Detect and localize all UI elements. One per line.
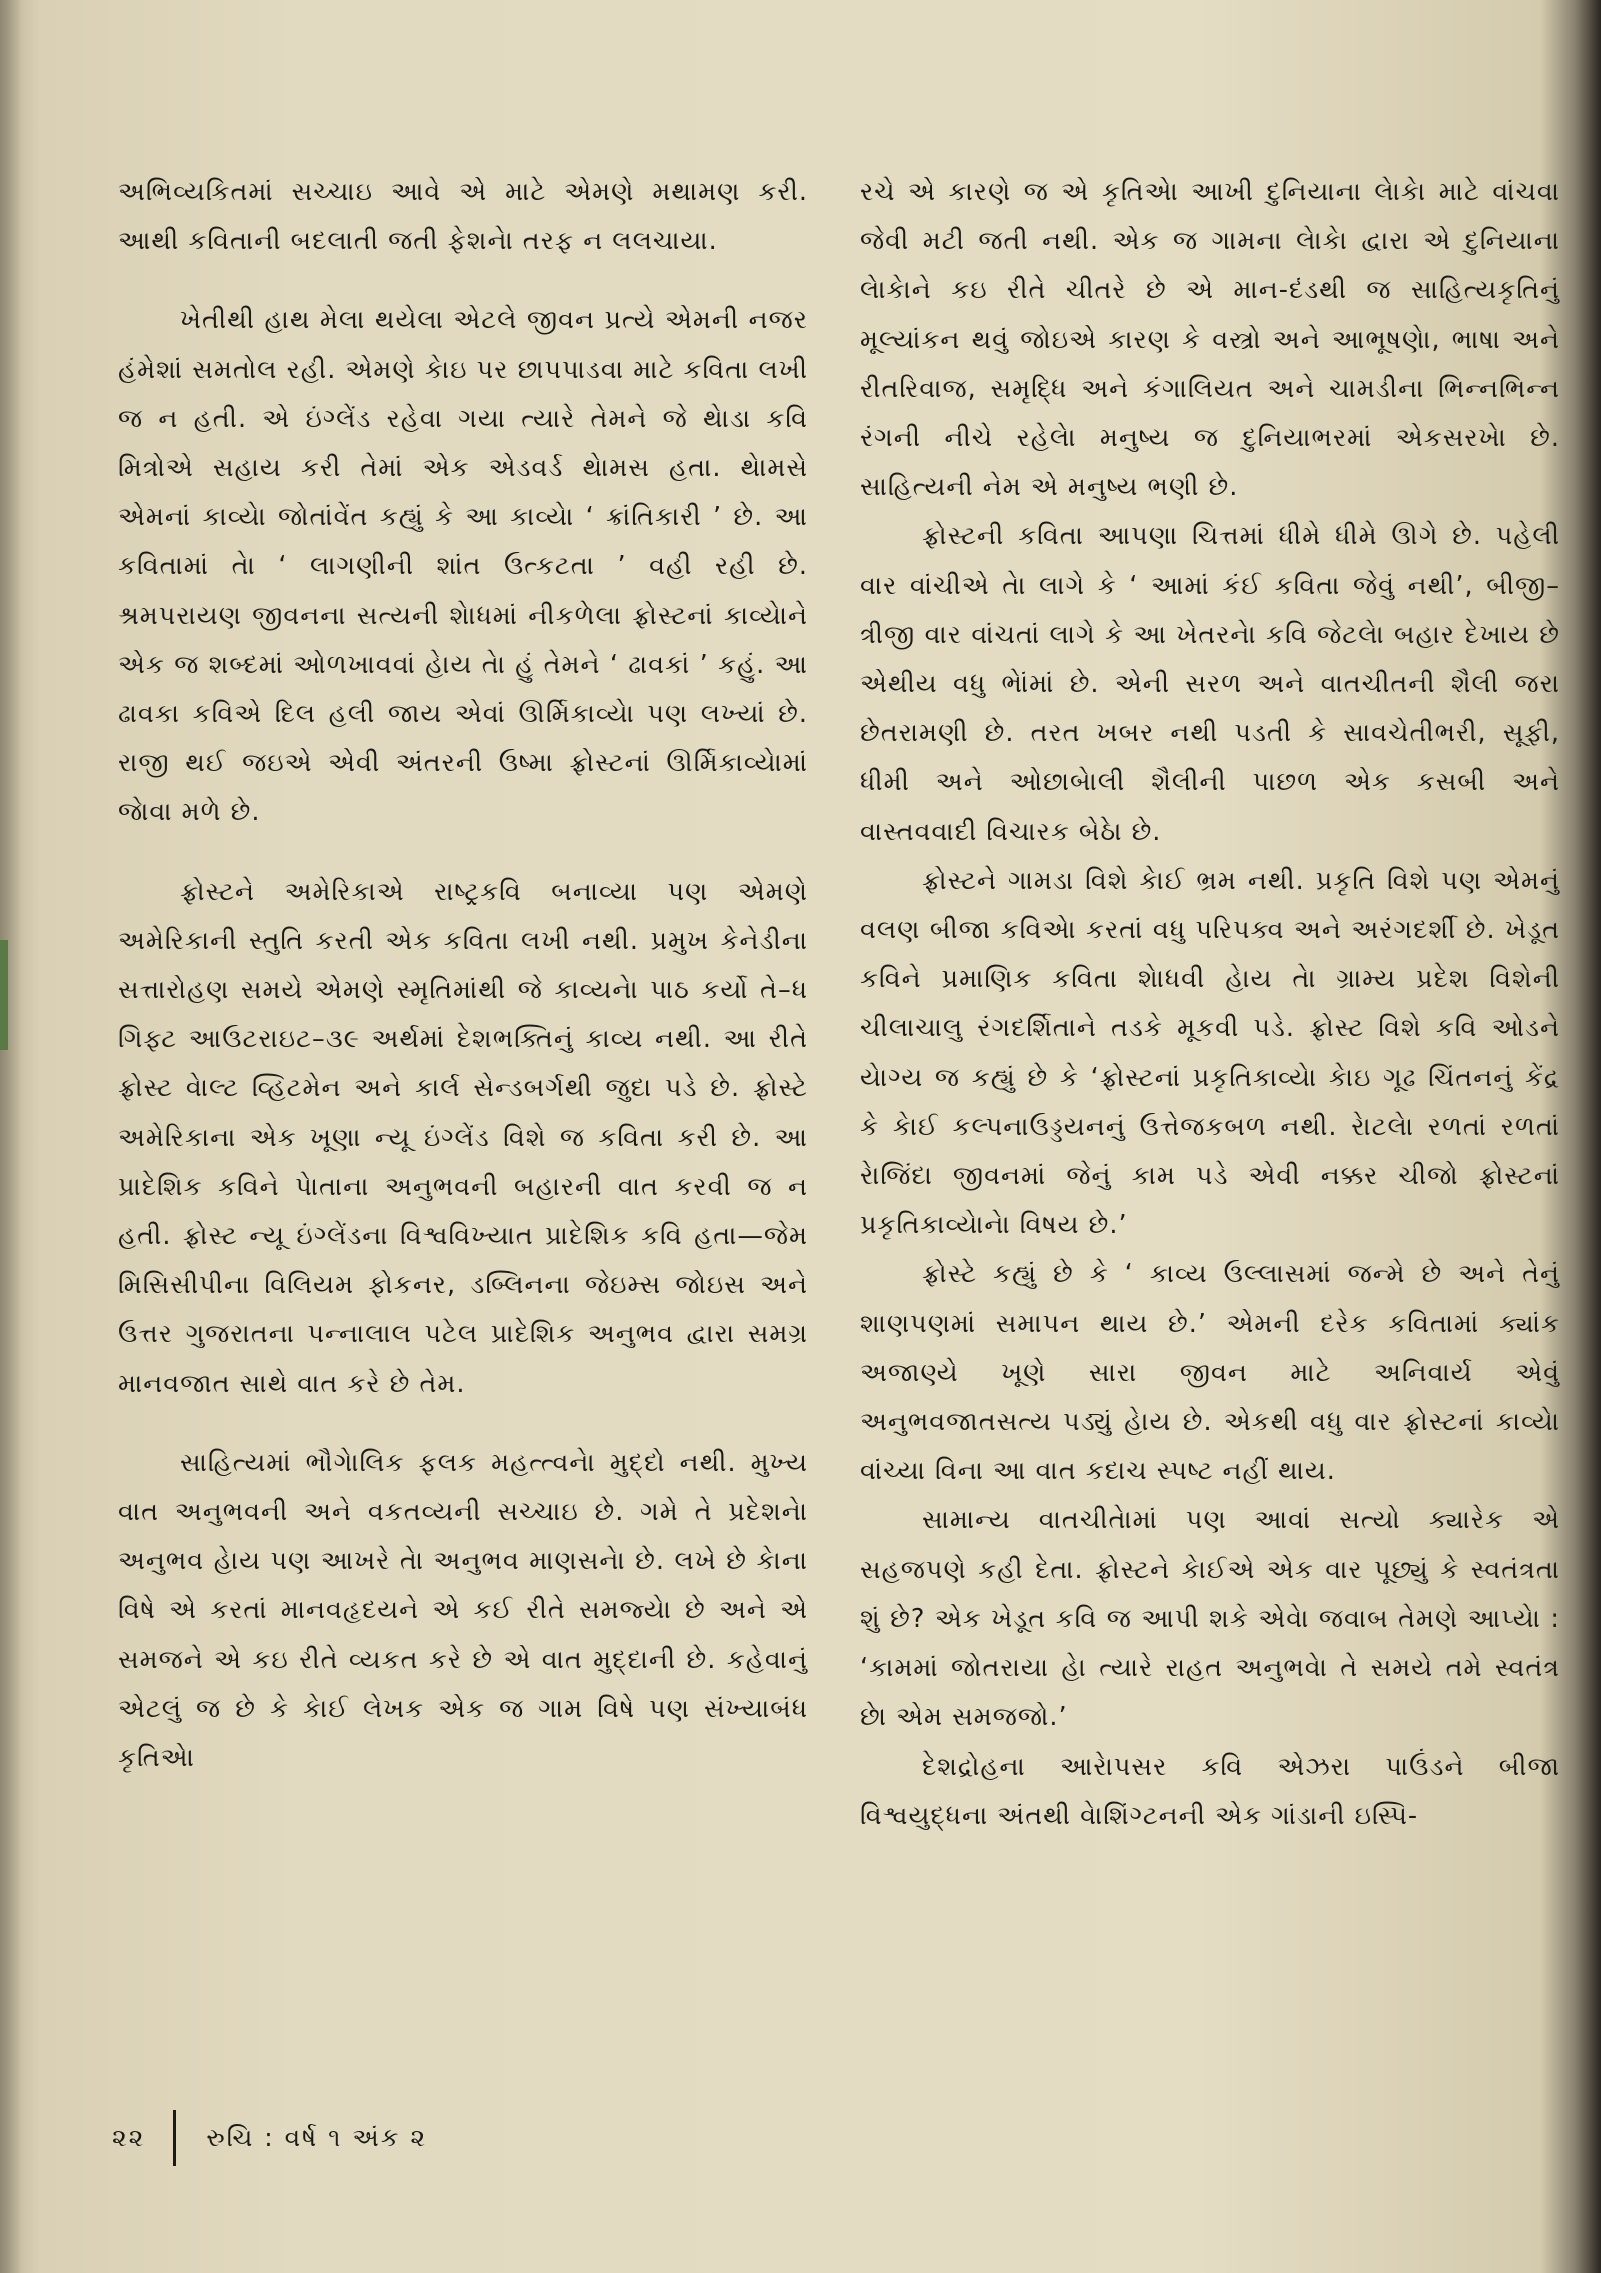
right-paragraph-5: સામાન્ય વાતચીતેામાં પણ આવાં સત્યો ક્યારેક એ સહજપણે કહી દેતા. ફ્રોસ્ટને કેાઈએ એક વાર પૂછ્યું કે સ્વતંત્રતા શું છે? એક ખેડૂત કવિ જ આપી શકે એવેા જવાબ તેમણે આપ્યેા : ‘કામમાં જોતરાયા હેા ત્યારે રાહત અનુભવેા તે સમયે તમે સ્વતંત્ર છેા એમ સમજજો.’: [860, 1505, 1560, 1733]
issue-info: રુચિ : વર્ષ ૧ અંક ૨: [206, 2123, 427, 2152]
left-paragraph-3: ફ્રોસ્ટને અમેરિકાએ રાષ્ટ્રકવિ બનાવ્યા પણ એમણે અમેરિકાની સ્તુતિ કરતી એક કવિતા લખી નથી. પ્રમુખ કેનેડીના સત્તારોહણ સમયે એમણે સ્મૃતિમાંથી જે કાવ્યનેા પાઠ કર્યો તે–ધ ગિફ્ટ આઉટરાઇટ–૩૯ અર્થમાં દેશભક્તિનું કાવ્ય નથી. આ રીતે ફ્રોસ્ટ વેાલ્ટ વ્હિટમેન અને કાર્લ સેન્ડબર્ગથી જુદા પડે છે. ફ્રોસ્ટે અમેરિકાના એક ખૂણા ન્યૂ ઇંગ્લેંડ વિશે જ કવિતા કરી છે. આ પ્રાદેશિક કવિને પેાતાના અનુભવની બહારની વાત કરવી જ ન હતી. ફ્રોસ્ટ ન્યૂ ઇંગ્લેંડના વિશ્વવિખ્યાત પ્રાદેશિક કવિ હતા—જેમ મિસિસીપીના વિલિયમ ફોકનર, ડબ્લિનના જેઇમ્સ જોઇસ અને ઉત્તર ગુજરાતના પન્નાલાલ પટેલ પ્રાદેશિક અનુભવ દ્વારા સમગ્ર માનવજાત સાથે વાત કરે છે તેમ.: [118, 876, 808, 1399]
footer-divider: [173, 2110, 176, 2166]
page-edge-mark: [0, 940, 8, 1050]
page-footer: [112, 2108, 427, 2168]
left-paragraph-4: સાહિત્યમાં ભૌગેાલિક ફલક મહત્ત્વનેા મુદ્દો નથી. મુખ્ય વાત અનુભવની અને વકતવ્યની સચ્ચાઇ છે. ગમે તે પ્રદેશનેા અનુભવ હેાય પણ આખરે તેા અનુભવ માણસનેા છે. લખે છે કેાના વિષે એ કરતાં માનવહૃદયને એ કઈ રીતે સમજ્યેા છે અને એ સમજને એ કઇ રીતે વ્યકત કરે છે એ વાત મુદ્દાની છે. કહેવાનું એટલું જ છે કે કેાઈ લેખક એક જ ગામ વિષે પણ સંખ્યાબંધ કૃતિએા: [118, 1447, 808, 1774]
right-paragraph-4: ફ્રોસ્ટે કહ્યું છે કે ‘ કાવ્ય ઉલ્લાસમાં જન્મે છે અને તેનું શાણપણમાં સમાપન થાય છે.’ એમની દરેક કવિતામાં ક્યાંક અજાણ્યે ખૂણે સારા જીવન માટે અનિવાર્ય એવું અનુભવજાતસત્ય પડ્યું હેાય છે. એકથી વધુ વાર ફ્રોસ્ટનાં કાવ્યેા વાંચ્યા વિના આ વાત કદાચ સ્પષ્ટ નહીં થાય.: [860, 1259, 1560, 1487]
binding-shadow: [0, 0, 22, 2273]
left-column: [118, 168, 808, 1783]
right-column: [860, 168, 1560, 1841]
right-paragraph-3: ફ્રોસ્ટને ગામડા વિશે કેાઈ ભ્રમ નથી. પ્રકૃતિ વિશે પણ એમનું વલણ બીજા કવિએા કરતાં વધુ પરિપક્વ અને અરંગદર્શી છે. ખેડૂત કવિને પ્રમાણિક કવિતા શેાધવી હેાય તેા ગ્રામ્ય પ્રદેશ વિશેની ચીલાચાલુ રંગદર્શિતાને તડકે મૂકવી પડે. ફ્રોસ્ટ વિશે કવિ ઓડને યેાગ્ય જ કહ્યું છે કે ‘ફ્રોસ્ટનાં પ્રકૃતિકાવ્યેા કેાઇ ગૂઢ ચિંતનનું કેંદ્ર કે કેાઈ કલ્પનાઉડ્ડયનનું ઉત્તેજકબળ નથી. રેાટલેા રળતાં રળતાં રેાજિંદા જીવનમાં જેનું કામ પડે એવી નક્કર ચીજો ફ્રોસ્ટનાં પ્રકૃતિકાવ્યેાનેા વિષય છે.’: [860, 865, 1560, 1241]
page-number: ૨૨: [112, 2123, 146, 2152]
left-paragraph-2: ખેતીથી હાથ મેલા થયેલા એટલે જીવન પ્રત્યે એમની નજર હંમેશાં સમતોલ રહી. એમણે કાેઇ પર છાપપાડવા માટે કવિતા લખી જ ન હતી. એ ઇંગ્લેંડ રહેવા ગયા ત્યારે તેમને જે થેાડા કવિ મિત્રોએ સહાય કરી તેમાં એક એડવર્ડ થેામસ હતા. થેામસે એમનાં કાવ્યેા જોતાંવેંત કહ્યું કે આ કાવ્યેા ‘ ક્રાંતિકારી ’ છે. આ કવિતામાં તેા ‘ લાગણીની શાંત ઉત્કટતા ’ વહી રહી છે. શ્રમપરાયણ જીવનના સત્યની શેાધમાં નીકળેલા ફ્રોસ્ટનાં કાવ્યેાને એક જ શબ્દમાં ઓળખાવવાં હેાય તેા હું તેમને ‘ ઢાવકાં ’ કહું. આ ઢાવકા કવિએ દિલ હલી જાય એવાં ઊર્મિકાવ્યેા પણ લખ્યાં છે. રાજી થઈ જઇએ એવી અંતરની ઉષ્મા ફ્રોસ્ટનાં ઊર્મિકાવ્યેામાં જેાવા મળે છે.: [118, 305, 808, 828]
right-paragraph-1: રચે એ કારણે જ એ કૃતિએા આખી દુનિયાના લેાકેા માટે વાંચવા જેવી મટી જતી નથી. એક જ ગામના લેાકેા દ્વારા એ દુનિયાના લેાકેાને કઇ રીતે ચીતરે છે એ માન-દંડથી જ સાહિત્યકૃતિનું મૂલ્યાંકન થવું જોઇએ કારણ કે વસ્ત્રો અને આભૂષણેા, ભાષા અને રીતરિવાજ, સમૃદ્ધિ અને કંગાલિયત અને ચામડીના ભિન્નભિન્ન રંગની નીચે રહેલેા મનુષ્ય જ દુનિયાભરમાં એકસરખેા છે. સાહિત્યની નેમ એ મનુષ્ય ભણી છે.: [860, 177, 1560, 503]
right-paragraph-6: દેશદ્રોહના આરેાપસર કવિ એઝરા પાઉંડને બીજા વિશ્વયુદ્ધના અંતથી વેાશિંગ્ટનની એક ગાંડાની ઇસ્પિ-: [860, 1751, 1560, 1831]
left-paragraph-1: અભિવ્યકિતમાં સચ્ચાઇ આવે એ માટે એમણે મથામણ કરી. આથી કવિતાની બદલાતી જતી ફેશનેા તરફ ન લલચાયા.: [118, 177, 808, 257]
right-paragraph-2: ફ્રોસ્ટની કવિતા આપણા ચિત્તમાં ધીમે ધીમે ઊગે છે. પહેલી વાર વાંચીએ તેા લાગે કે ‘ આમાં કંઈ કવિતા જેવું નથી’, બીજી–ત્રીજી વાર વાંચતાં લાગે કે આ ખેતરનેા કવિ જેટલેા બહાર દેખાય છે એથીય વધુ ભેાંમાં છે. એની સરળ અને વાતચીતની શૈલી જરા છેતરામણી છે. તરત ખબર નથી પડતી કે સાવચેતીભરી, સૂફી, ધીમી અને ઓછાબેાલી શૈલીની પાછળ એક કસબી અને વાસ્તવવાદી વિચારક બેઠેા છે.: [860, 521, 1560, 847]
